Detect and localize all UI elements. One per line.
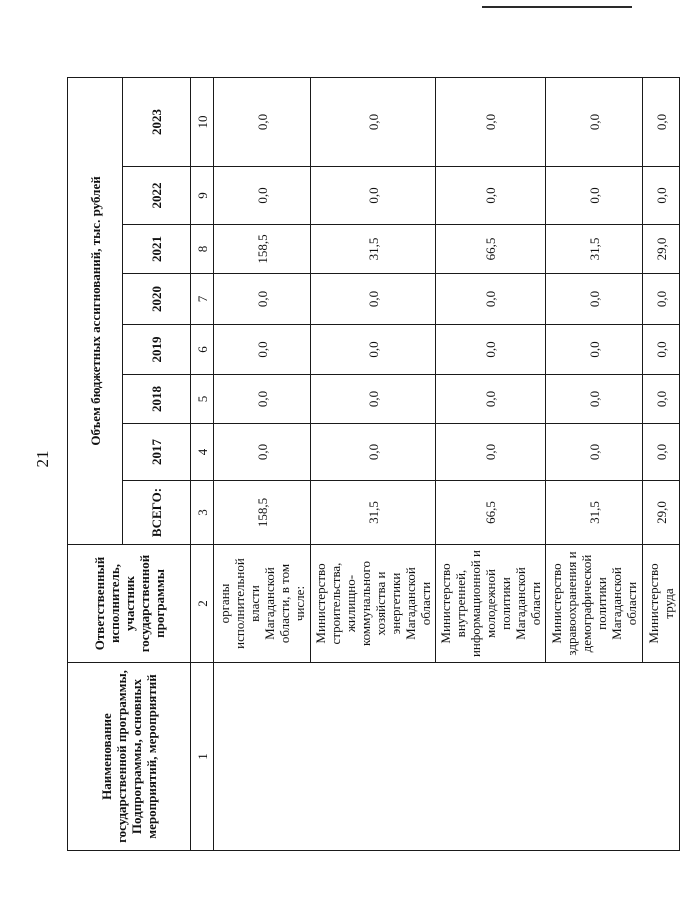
value-cell: 0,0 xyxy=(643,424,680,481)
column-number: 5 xyxy=(191,375,214,424)
value-cell: 0,0 xyxy=(311,274,436,325)
column-number-row xyxy=(191,77,214,850)
value-cell: 0,0 xyxy=(214,167,311,225)
value-cell: 0,0 xyxy=(546,167,643,225)
value-cell: 0,0 xyxy=(546,77,643,166)
value-cell: 0,0 xyxy=(643,274,680,325)
header-year: 2017 xyxy=(123,424,191,481)
table-viewport xyxy=(67,78,676,851)
value-cell: 0,0 xyxy=(214,77,311,166)
value-cell: 31,5 xyxy=(546,225,643,274)
header-name: Наименование государственной программы, Подпрограммы, основных мероприятий, мероприятий xyxy=(68,663,191,851)
value-cell: 0,0 xyxy=(436,325,546,375)
value-cell: 0,0 xyxy=(436,167,546,225)
header-year: 2023 xyxy=(123,77,191,166)
header-executor: Ответственный исполнитель, участник государственной программы xyxy=(68,545,191,663)
total-cell: 31,5 xyxy=(546,481,643,545)
total-cell: 66,5 xyxy=(436,481,546,545)
value-cell: 66,5 xyxy=(436,225,546,274)
program-name-cell xyxy=(214,663,680,851)
value-cell: 0,0 xyxy=(643,325,680,375)
executor-cell: Министерство строительства, жилищно-коммунального хозяйства и энергетики Магаданской области xyxy=(311,545,436,663)
header-total: ВСЕГО: xyxy=(123,481,191,545)
executor-cell: Министерство здравоохранения и демографической политики Магаданской области xyxy=(546,545,643,663)
column-number: 1 xyxy=(191,663,214,851)
top-rule xyxy=(482,6,632,8)
column-number: 4 xyxy=(191,424,214,481)
column-number: 3 xyxy=(191,481,214,545)
value-cell: 0,0 xyxy=(214,424,311,481)
page-number: 21 xyxy=(33,450,52,468)
column-number: 9 xyxy=(191,167,214,225)
value-cell: 158,5 xyxy=(214,225,311,274)
header-year: 2022 xyxy=(123,167,191,225)
column-number: 6 xyxy=(191,325,214,375)
value-cell: 31,5 xyxy=(311,225,436,274)
value-cell: 0,0 xyxy=(643,375,680,424)
value-cell: 0,0 xyxy=(643,167,680,225)
total-cell: 29,0 xyxy=(643,481,680,545)
value-cell: 0,0 xyxy=(436,77,546,166)
column-number: 2 xyxy=(191,545,214,663)
value-cell: 0,0 xyxy=(214,274,311,325)
column-number: 7 xyxy=(191,274,214,325)
value-cell: 0,0 xyxy=(643,77,680,166)
value-cell: 0,0 xyxy=(311,424,436,481)
column-number: 8 xyxy=(191,225,214,274)
header-year: 2021 xyxy=(123,225,191,274)
header-budget: Объем бюджетных ассигнований, тыс. рублей xyxy=(68,77,123,544)
value-cell: 0,0 xyxy=(311,167,436,225)
executor-cell: органы исполнительной власти Магаданской области, в том числе: xyxy=(214,545,311,663)
value-cell: 0,0 xyxy=(546,424,643,481)
value-cell: 0,0 xyxy=(311,325,436,375)
value-cell: 0,0 xyxy=(214,375,311,424)
column-number: 10 xyxy=(191,77,214,166)
value-cell: 29,0 xyxy=(643,225,680,274)
table-row xyxy=(214,77,311,850)
value-cell: 0,0 xyxy=(546,325,643,375)
header-year: 2019 xyxy=(123,325,191,375)
value-cell: 0,0 xyxy=(436,274,546,325)
value-cell: 0,0 xyxy=(436,424,546,481)
total-cell: 158,5 xyxy=(214,481,311,545)
value-cell: 0,0 xyxy=(546,375,643,424)
value-cell: 0,0 xyxy=(311,77,436,166)
budget-table xyxy=(67,77,680,851)
executor-cell: Министерство труда xyxy=(643,545,680,663)
value-cell: 0,0 xyxy=(436,375,546,424)
value-cell: 0,0 xyxy=(546,274,643,325)
executor-cell: Министерство внутренней, информационной и молодежной политики Магаданской области xyxy=(436,545,546,663)
value-cell: 0,0 xyxy=(311,375,436,424)
header-row-1 xyxy=(68,77,123,850)
value-cell: 0,0 xyxy=(214,325,311,375)
total-cell: 31,5 xyxy=(311,481,436,545)
rotated-sheet xyxy=(67,78,676,851)
header-year: 2020 xyxy=(123,274,191,325)
header-year: 2018 xyxy=(123,375,191,424)
